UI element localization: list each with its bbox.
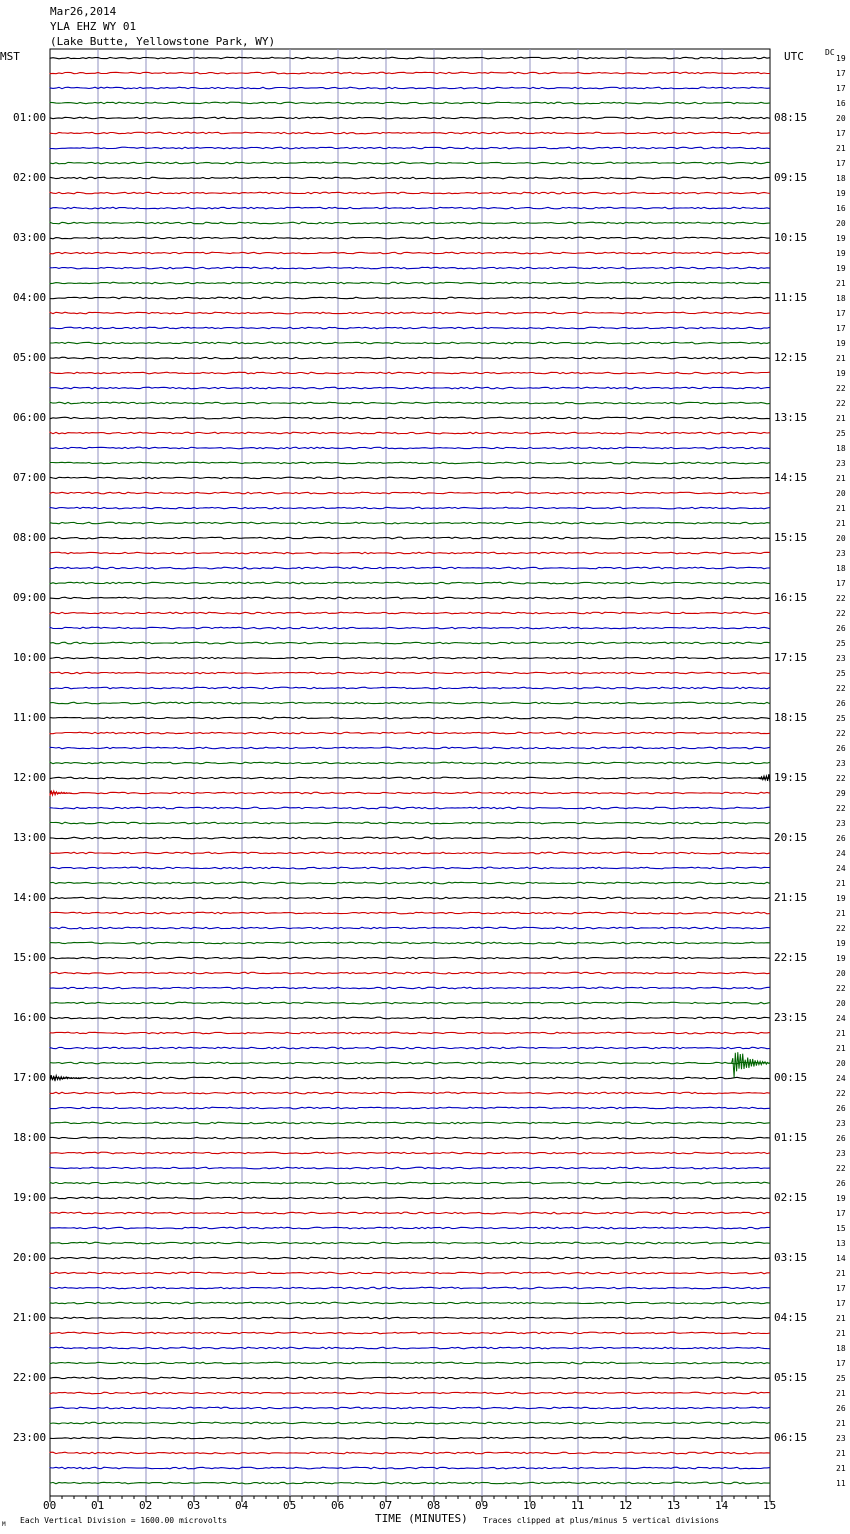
seismic-trace — [50, 792, 770, 794]
dc-offset-value: 22 — [836, 1164, 846, 1173]
dc-offset-value: 17 — [836, 129, 846, 138]
station-location: (Lake Butte, Yellowstone Park, WY) — [50, 35, 276, 48]
dc-offset-value: 21 — [836, 144, 846, 153]
seismic-trace — [50, 462, 770, 464]
dc-offset-value: 29 — [836, 789, 846, 798]
seismic-trace — [50, 1212, 770, 1214]
mst-time-label: 19:00 — [13, 1191, 47, 1204]
mst-time-label: 09:00 — [13, 591, 47, 604]
seismic-trace — [50, 237, 770, 239]
seismic-trace — [50, 342, 770, 344]
dc-offset-value: 17 — [836, 1209, 846, 1218]
dc-offset-value: 22 — [836, 1089, 846, 1098]
dc-offset-value: 20 — [836, 114, 846, 123]
seismic-trace — [50, 672, 770, 674]
utc-time-label: 17:15 — [774, 651, 808, 664]
seismic-trace — [50, 207, 770, 209]
dc-offset-value: 23 — [836, 459, 846, 468]
dc-offset-value: 22 — [836, 984, 846, 993]
seismic-trace — [50, 1272, 770, 1274]
mst-time-label: 11:00 — [13, 711, 47, 724]
dc-offset-value: 26 — [836, 699, 846, 708]
dc-offset-value: 19 — [836, 939, 846, 948]
dc-offset-value: 24 — [836, 1074, 846, 1083]
dc-offset-value: 23 — [836, 1434, 846, 1443]
dc-offset-value: 21 — [836, 474, 846, 483]
seismic-trace — [50, 972, 770, 974]
mst-time-label: 13:00 — [13, 831, 47, 844]
dc-offset-value: 24 — [836, 864, 846, 873]
dc-offset-value: 23 — [836, 759, 846, 768]
dc-offset-value: 18 — [836, 564, 846, 573]
dc-offset-value: 17 — [836, 1299, 846, 1308]
seismic-trace — [50, 717, 770, 719]
mst-axis-label: MST — [0, 50, 20, 63]
utc-time-label: 02:15 — [774, 1191, 808, 1204]
dc-offset-value: 20 — [836, 1059, 846, 1068]
dc-offset-value: 21 — [836, 1269, 846, 1278]
utc-time-label: 00:15 — [774, 1071, 808, 1084]
dc-offset-value: 23 — [836, 1119, 846, 1128]
dc-offset-value: 21 — [836, 1419, 846, 1428]
dc-offset-value: 21 — [836, 909, 846, 918]
dc-offset-value: 26 — [836, 1104, 846, 1113]
x-tick-label: 13 — [667, 1499, 681, 1512]
seismic-trace — [50, 687, 770, 689]
seismic-trace — [50, 747, 770, 749]
x-tick-label: 10 — [523, 1499, 537, 1512]
mst-time-label: 08:00 — [13, 531, 47, 544]
dc-offset-value: 21 — [836, 879, 846, 888]
mst-time-label: 21:00 — [13, 1311, 47, 1324]
dc-offset-value: 21 — [836, 354, 846, 363]
x-tick-label: 05 — [283, 1499, 297, 1512]
seismic-trace — [50, 372, 770, 374]
seismic-trace — [50, 102, 770, 104]
seismic-trace — [50, 1002, 770, 1004]
mst-time-label: 23:00 — [13, 1431, 47, 1444]
seismic-trace — [50, 267, 770, 269]
dc-offset-value: 20 — [836, 219, 846, 228]
dc-offset-value: 17 — [836, 84, 846, 93]
seismic-trace — [50, 1287, 770, 1289]
clip-note: Traces clipped at plus/minus 5 vertical divisions — [483, 1516, 720, 1525]
dc-offset-value: 26 — [836, 1134, 846, 1143]
dc-offset-value: 26 — [836, 744, 846, 753]
seismic-trace — [50, 1137, 770, 1139]
seismic-trace — [50, 87, 770, 89]
dc-offset-value: 20 — [836, 489, 846, 498]
seismic-trace — [50, 357, 770, 359]
x-tick-label: 15 — [763, 1499, 777, 1512]
seismic-trace — [50, 912, 770, 914]
dc-offset-value: 20 — [836, 534, 846, 543]
trace-lines — [50, 57, 770, 1484]
seismic-trace — [50, 582, 770, 584]
seismic-trace — [50, 1242, 770, 1244]
mst-time-label: 06:00 — [13, 411, 47, 424]
utc-time-label: 08:15 — [774, 111, 808, 124]
seismic-trace — [50, 1182, 770, 1184]
seismic-trace — [50, 867, 770, 869]
seismic-trace — [50, 657, 770, 659]
dc-offset-value: 14 — [836, 1254, 846, 1263]
x-axis-title: TIME (MINUTES) — [375, 1512, 468, 1525]
dc-offset-value: 19 — [836, 339, 846, 348]
dc-offset-value: 18 — [836, 444, 846, 453]
seismic-trace — [50, 447, 770, 449]
dc-offset-value: 24 — [836, 1014, 846, 1023]
x-tick-label: 14 — [715, 1499, 729, 1512]
seismic-trace — [50, 837, 770, 839]
dc-offset-value: 17 — [836, 309, 846, 318]
dc-offset-value: 20 — [836, 969, 846, 978]
seismic-trace — [50, 807, 770, 809]
time-grid — [50, 49, 770, 1496]
seismic-trace — [50, 477, 770, 479]
dc-offset-value: 22 — [836, 774, 846, 783]
dc-offset-value: 19 — [836, 249, 846, 258]
event-waveform — [50, 791, 72, 796]
utc-time-label: 21:15 — [774, 891, 808, 904]
x-tick-label: 06 — [331, 1499, 345, 1512]
seismic-trace — [50, 522, 770, 524]
seismic-trace — [50, 822, 770, 824]
utc-time-label: 11:15 — [774, 291, 808, 304]
seismic-trace — [50, 57, 770, 59]
seismic-trace — [50, 987, 770, 989]
x-tick-label: 04 — [235, 1499, 249, 1512]
seismic-trace — [50, 327, 770, 329]
dc-offset-value: 22 — [836, 729, 846, 738]
utc-time-label: 22:15 — [774, 951, 808, 964]
dc-offset-value: 19 — [836, 954, 846, 963]
dc-offset-value: 23 — [836, 1149, 846, 1158]
utc-time-label: 06:15 — [774, 1431, 808, 1444]
x-axis-ticks — [50, 1496, 770, 1502]
seismic-trace — [50, 252, 770, 254]
dc-offset-value: 26 — [836, 834, 846, 843]
utc-time-label: 01:15 — [774, 1131, 808, 1144]
dc-offset-value: 16 — [836, 99, 846, 108]
seismic-trace — [50, 1047, 770, 1049]
dc-offset-value: 21 — [836, 279, 846, 288]
dc-offset-value: 13 — [836, 1239, 846, 1248]
dc-offset-value: 17 — [836, 159, 846, 168]
dc-offset-value: 21 — [836, 1044, 846, 1053]
mst-time-label: 03:00 — [13, 231, 47, 244]
utc-time-label: 09:15 — [774, 171, 808, 184]
dc-offset-value: 25 — [836, 669, 846, 678]
seismic-trace — [50, 177, 770, 179]
dc-offset-value: 26 — [836, 624, 846, 633]
mst-time-label: 04:00 — [13, 291, 47, 304]
seismic-trace — [50, 147, 770, 149]
seismic-trace — [50, 1437, 770, 1439]
plot-date: Mar26,2014 — [50, 5, 117, 18]
dc-offset-value: 22 — [836, 684, 846, 693]
plot-frame — [50, 49, 770, 1496]
seismic-trace — [50, 1107, 770, 1109]
corner-mark: M — [2, 1521, 6, 1528]
dc-offset-value: 21 — [836, 504, 846, 513]
dc-offset-value: 21 — [836, 1314, 846, 1323]
utc-time-label: 10:15 — [774, 231, 808, 244]
seismic-trace — [50, 1197, 770, 1199]
seismic-trace — [50, 1467, 770, 1469]
x-tick-label: 09 — [475, 1499, 489, 1512]
seismic-trace — [50, 1122, 770, 1124]
seismic-trace — [50, 417, 770, 419]
dc-offset-value: 17 — [836, 69, 846, 78]
mst-time-label: 05:00 — [13, 351, 47, 364]
dc-offset-value: 21 — [836, 1389, 846, 1398]
seismic-trace — [50, 1302, 770, 1304]
seismic-trace — [50, 192, 770, 194]
dc-offset-value: 24 — [836, 849, 846, 858]
dc-offset-value: 19 — [836, 1194, 846, 1203]
utc-axis-label: UTC — [784, 50, 804, 63]
seismic-trace — [50, 702, 770, 704]
dc-offset-value: 19 — [836, 54, 846, 63]
dc-offset-value: 16 — [836, 204, 846, 213]
dc-offset-value: 18 — [836, 1344, 846, 1353]
seismic-trace — [50, 1152, 770, 1154]
station-code: YLA EHZ WY 01 — [50, 20, 137, 33]
dc-offset-value: 26 — [836, 1179, 846, 1188]
dc-offset-value: 25 — [836, 1374, 846, 1383]
seismic-trace — [50, 1317, 770, 1319]
seismic-trace — [50, 1257, 770, 1259]
dc-offset-value: 22 — [836, 924, 846, 933]
mst-time-label: 17:00 — [13, 1071, 47, 1084]
seismic-trace — [50, 1482, 770, 1484]
dc-offset-value: 17 — [836, 1284, 846, 1293]
dc-offset-value: 22 — [836, 804, 846, 813]
dc-offset-value: 21 — [836, 1029, 846, 1038]
utc-time-label: 13:15 — [774, 411, 808, 424]
dc-offset-value: 17 — [836, 324, 846, 333]
seismic-trace — [50, 852, 770, 854]
x-tick-label: 01 — [91, 1499, 105, 1512]
mst-time-label: 20:00 — [13, 1251, 47, 1264]
seismic-trace — [50, 1167, 770, 1169]
mst-time-label: 01:00 — [13, 111, 47, 124]
seismic-trace — [50, 732, 770, 734]
dc-offset-value: 23 — [836, 654, 846, 663]
mst-time-label: 14:00 — [13, 891, 47, 904]
x-tick-label: 03 — [187, 1499, 201, 1512]
seismic-trace — [50, 1377, 770, 1379]
dc-offset-value: 22 — [836, 594, 846, 603]
dc-offset-value: 25 — [836, 714, 846, 723]
seismic-trace — [50, 957, 770, 959]
dc-offset-value: 21 — [836, 1449, 846, 1458]
dc-offset-value: 18 — [836, 294, 846, 303]
dc-offset-value: 23 — [836, 549, 846, 558]
seismic-trace — [50, 222, 770, 224]
seismic-trace — [50, 567, 770, 569]
dc-offset-value: 21 — [836, 1329, 846, 1338]
utc-time-label: 23:15 — [774, 1011, 808, 1024]
x-tick-label: 11 — [571, 1499, 585, 1512]
x-tick-label: 00 — [43, 1499, 57, 1512]
dc-offset-value: 20 — [836, 999, 846, 1008]
seismic-trace — [50, 1017, 770, 1019]
mst-time-label: 16:00 — [13, 1011, 47, 1024]
utc-time-label: 15:15 — [774, 531, 808, 544]
seismic-trace — [50, 597, 770, 599]
seismic-trace — [50, 1092, 770, 1094]
seismic-trace — [50, 552, 770, 554]
dc-offset-value: 26 — [836, 1404, 846, 1413]
seismic-trace — [50, 1347, 770, 1349]
utc-time-label: 20:15 — [774, 831, 808, 844]
seismic-trace — [50, 1032, 770, 1034]
x-tick-label: 02 — [139, 1499, 153, 1512]
utc-time-label: 18:15 — [774, 711, 808, 724]
dc-offset-value: 19 — [836, 189, 846, 198]
mst-time-label: 18:00 — [13, 1131, 47, 1144]
x-tick-label: 12 — [619, 1499, 633, 1512]
utc-time-label: 14:15 — [774, 471, 808, 484]
dc-offset-value: 11 — [836, 1479, 846, 1488]
utc-time-label: 05:15 — [774, 1371, 808, 1384]
seismic-trace — [50, 1407, 770, 1409]
seismic-trace — [50, 627, 770, 629]
seismic-trace — [50, 1062, 770, 1064]
seismic-trace — [50, 942, 770, 944]
dc-offset-value: 19 — [836, 234, 846, 243]
x-tick-label: 07 — [379, 1499, 393, 1512]
seismic-trace — [50, 777, 770, 779]
dc-offset-value: 19 — [836, 894, 846, 903]
seismic-trace — [50, 1227, 770, 1229]
seismic-trace — [50, 312, 770, 314]
vertical-division-note: Each Vertical Division = 1600.00 microvolts — [20, 1516, 228, 1525]
dc-offset-value: 21 — [836, 1464, 846, 1473]
utc-time-label: 03:15 — [774, 1251, 808, 1264]
seismic-trace — [50, 72, 770, 74]
mst-time-label: 02:00 — [13, 171, 47, 184]
seismic-trace — [50, 612, 770, 614]
seismic-trace — [50, 432, 770, 434]
dc-offset-value: 25 — [836, 429, 846, 438]
seismic-trace — [50, 402, 770, 404]
seismic-trace — [50, 642, 770, 644]
seismic-trace — [50, 1332, 770, 1334]
seismic-trace — [50, 492, 770, 494]
dc-offset-value: 19 — [836, 369, 846, 378]
dc-offset-value: 19 — [836, 264, 846, 273]
seismic-trace — [50, 297, 770, 299]
mst-time-label: 10:00 — [13, 651, 47, 664]
seismic-trace — [50, 132, 770, 134]
dc-offset-value: 22 — [836, 399, 846, 408]
dc-offset-value: 21 — [836, 519, 846, 528]
seismic-trace — [50, 162, 770, 164]
dc-offset-value: 22 — [836, 609, 846, 618]
seismic-trace — [50, 1392, 770, 1394]
dc-offset-value: 22 — [836, 384, 846, 393]
event-waveform — [732, 1052, 770, 1077]
mst-time-label: 22:00 — [13, 1371, 47, 1384]
utc-time-label: 19:15 — [774, 771, 808, 784]
dc-offset-value: 25 — [836, 639, 846, 648]
utc-time-label: 12:15 — [774, 351, 808, 364]
dc-offset-value: 21 — [836, 414, 846, 423]
seismic-trace — [50, 882, 770, 884]
dc-column-label: DC — [825, 48, 835, 57]
mst-time-label: 15:00 — [13, 951, 47, 964]
seismic-trace — [50, 927, 770, 929]
seismic-trace — [50, 1452, 770, 1454]
seismic-trace — [50, 1077, 770, 1079]
seismic-trace — [50, 387, 770, 389]
dc-offset-value: 18 — [836, 174, 846, 183]
dc-offset-value: 15 — [836, 1224, 846, 1233]
seismic-trace — [50, 1422, 770, 1424]
seismic-trace — [50, 1362, 770, 1364]
mst-time-label: 07:00 — [13, 471, 47, 484]
mst-time-label: 12:00 — [13, 771, 47, 784]
seismic-trace — [50, 117, 770, 119]
seismic-trace — [50, 282, 770, 284]
seismic-trace — [50, 897, 770, 899]
seismic-trace — [50, 537, 770, 539]
dc-offset-value: 23 — [836, 819, 846, 828]
utc-time-label: 16:15 — [774, 591, 808, 604]
utc-time-label: 04:15 — [774, 1311, 808, 1324]
seismic-trace — [50, 762, 770, 764]
dc-offset-value: 17 — [836, 1359, 846, 1368]
dc-offset-value: 17 — [836, 579, 846, 588]
x-tick-label: 08 — [427, 1499, 441, 1512]
seismic-trace — [50, 507, 770, 509]
